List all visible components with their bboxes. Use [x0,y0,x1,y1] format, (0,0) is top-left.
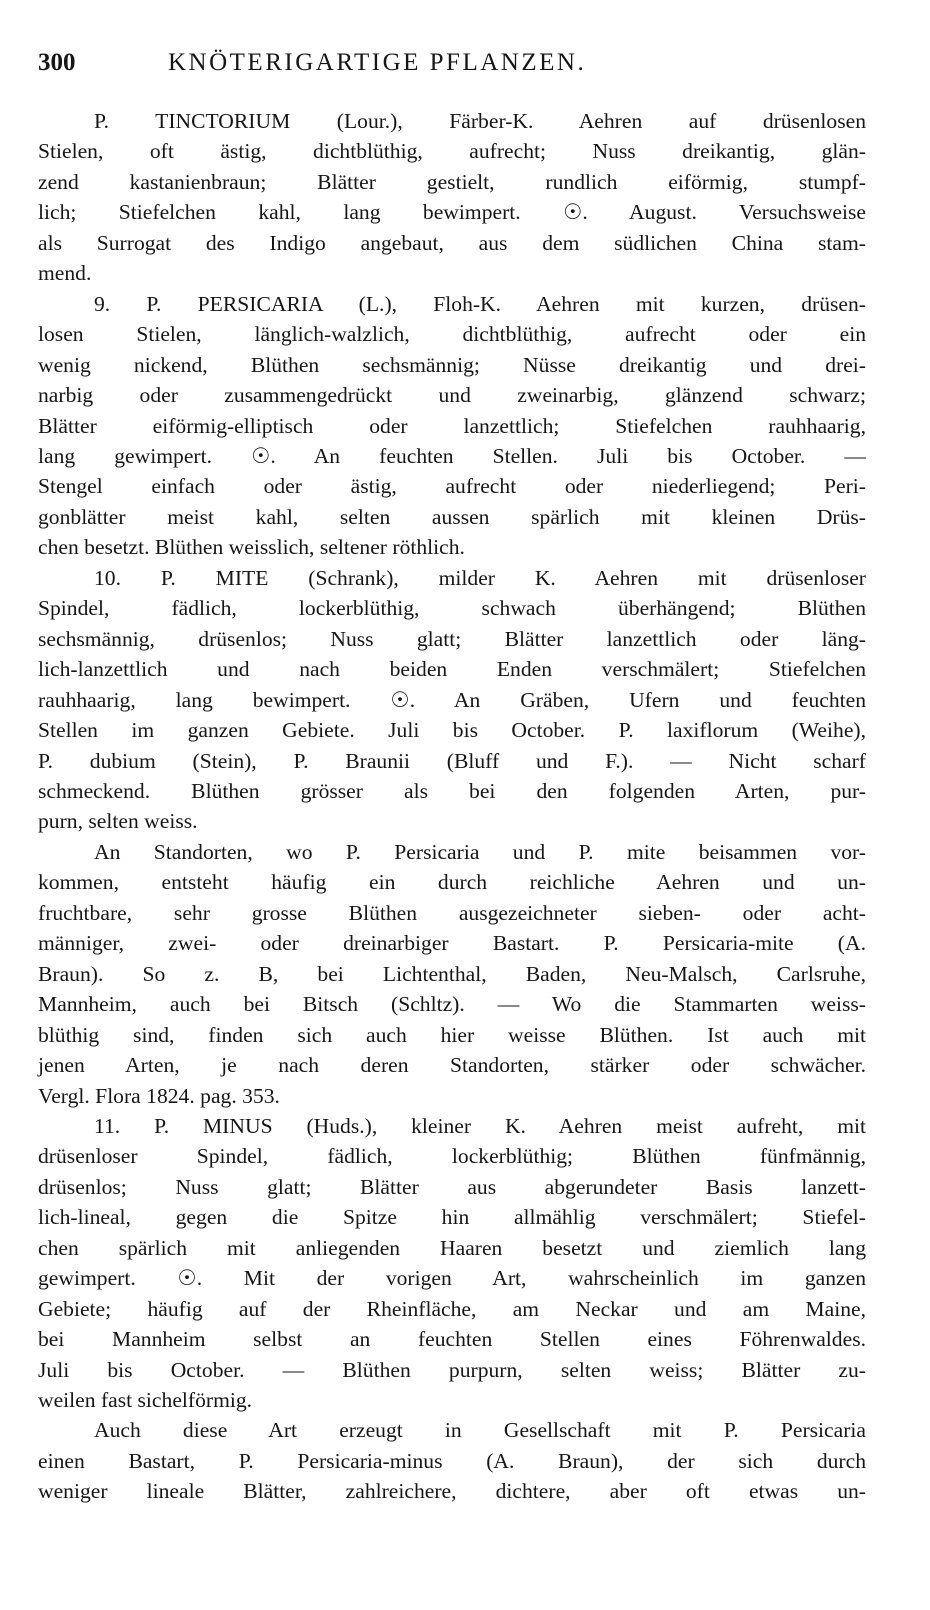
text-line: schmeckend. Blüthen grösser als bei den folgenden Arten, pur- [38,778,866,803]
text-line: Juli bis October. — Blüthen purpurn, selten weiss; Blätter zu- [38,1357,866,1382]
page-header [38,48,866,92]
text-line: einen Bastart, P. Persicaria-minus (A. Braun), der sich durch [38,1448,866,1473]
text-line: wenig nickend, Blüthen sechsmännig; Nüsse dreikantig und drei- [38,352,866,377]
text-line: kommen, entsteht häufig ein durch reichliche Aehren und un- [38,870,866,895]
text-line: chen besetzt. Blüthen weisslich, seltener röthlich. [38,535,465,560]
page-number: 300 [38,49,76,76]
text-line: blüthig sind, finden sich auch hier weisse Blüthen. Ist auch mit [38,1022,866,1047]
text-line: fruchtbare, sehr grosse Blüthen ausgezeichneter sieben- oder acht- [38,900,866,925]
running-title: KNÖTERIGARTIGE PFLANZEN. [168,49,587,76]
text-line: weilen fast sichelförmig. [38,1388,253,1413]
text-line: Stengel einfach oder ästig, aufrecht oder niederliegend; Peri- [38,474,866,499]
text-line: drüsenlos; Nuss glatt; Blätter aus abgerundeter Basis lanzett- [38,1174,866,1199]
text-line: Stellen im ganzen Gebiete. Juli bis October. P. laxiflorum (Weihe), [38,718,866,743]
text-line: drüsenloser Spindel, fädlich, lockerblüthig; Blüthen fünfmännig, [38,1144,866,1169]
text-line: Mannheim, auch bei Bitsch (Schltz). — Wo die Stammarten weiss- [38,992,866,1017]
text-line: P. dubium (Stein), P. Braunii (Bluff und F.). — Nicht scharf [38,748,866,773]
text-line: An Standorten, wo P. Persicaria und P. mite beisammen vor- [94,839,866,864]
text-line: sechsmännig, drüsenlos; Nuss glatt; Blätter lanzettlich oder läng- [38,626,866,651]
text-line: lich; Stiefelchen kahl, lang bewimpert. ☉. August. Versuchsweise [38,200,866,225]
text-line: gewimpert. ☉. Mit der vorigen Art, wahrscheinlich im ganzen [38,1266,866,1291]
text-line: Stielen, oft ästig, dichtblüthig, aufrecht; Nuss dreikantig, glän- [38,139,866,164]
text-line: weniger lineale Blätter, zahlreichere, dichtere, aber oft etwas un- [38,1479,866,1504]
text-line: Auch diese Art erzeugt in Gesellschaft mit P. Persicaria [94,1418,866,1443]
text-line: rauhhaarig, lang bewimpert. ☉. An Gräben, Ufern und feuchten [38,687,866,712]
text-line: lang gewimpert. ☉. An feuchten Stellen. Juli bis October. — [38,443,866,468]
text-line: 10. P. MITE (Schrank), milder K. Aehren mit drüsenloser [94,565,866,590]
text-line: 11. P. MINUS (Huds.), kleiner K. Aehren meist aufreht, mit [94,1113,866,1138]
text-line: mend. [38,261,92,286]
text-line: gonblätter meist kahl, selten aussen spärlich mit kleinen Drüs- [38,504,866,529]
text-line: losen Stielen, länglich-walzlich, dichtblüthig, aufrecht oder ein [38,322,866,347]
text-line: P. TINCTORIUM (Lour.), Färber-K. Aehren auf drüsenlosen [94,109,866,133]
text-line: Braun). So z. B, bei Lichtenthal, Baden, Neu-Malsch, Carlsruhe, [38,961,866,986]
text-line: als Surrogat des Indigo angebaut, aus dem südlichen China stam- [38,230,866,255]
text-line: Gebiete; häufig auf der Rheinfläche, am Neckar und am Maine, [38,1296,866,1321]
book-page [38,48,866,1507]
text-line: chen spärlich mit anliegenden Haaren besetzt und ziemlich lang [38,1235,866,1260]
text-line: lich-lineal, gegen die Spitze hin allmählig verschmälert; Stiefel- [38,1205,866,1230]
text-line: zend kastanienbraun; Blätter gestielt, rundlich eiförmig, stumpf- [38,169,866,194]
text-line: lich-lanzettlich und nach beiden Enden verschmälert; Stiefelchen [38,657,866,682]
text-line: bei Mannheim selbst an feuchten Stellen eines Föhrenwaldes. [38,1327,866,1352]
text-line: purn, selten weiss. [38,809,198,834]
text-line: männiger, zwei- oder dreinarbiger Bastart. P. Persicaria-mite (A. [38,931,866,956]
text-line: Blätter eiförmig-elliptisch oder lanzettlich; Stiefelchen rauhhaarig, [38,413,866,438]
text-line: Spindel, fädlich, lockerblüthig, schwach überhängend; Blüthen [38,596,866,621]
body-text [38,106,866,1507]
text-line: Vergl. Flora 1824. pag. 353. [38,1083,280,1108]
text-line: 9. P. PERSICARIA (L.), Floh-K. Aehren mit kurzen, drüsen- [94,291,866,316]
text-line: jenen Arten, je nach deren Standorten, stärker oder schwächer. [38,1053,866,1078]
text-line: narbig oder zusammengedrückt und zweinarbig, glänzend schwarz; [38,383,866,408]
